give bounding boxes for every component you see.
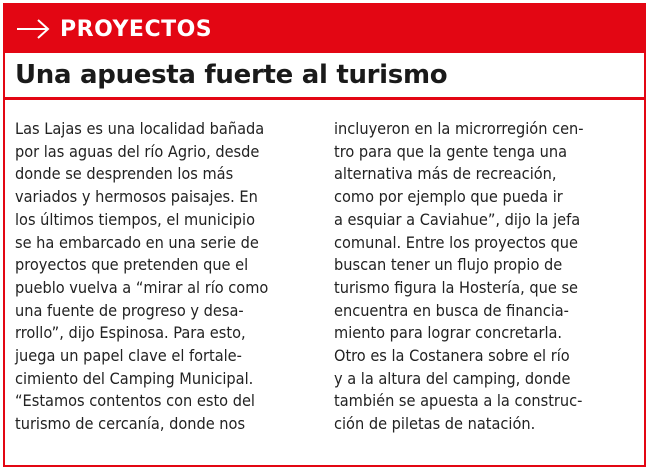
text-line: variados y hermosos paisajes. En [15, 187, 258, 207]
left-column [15, 118, 315, 436]
text-line: turismo figura la Hostería, que se [334, 277, 578, 297]
text-line: rrollo”, dijo Espinosa. Para esto, [15, 323, 246, 343]
text-line: como por ejemplo que pueda ir [334, 187, 563, 207]
text-line: pueblo vuelva a “mirar al río como [15, 277, 269, 297]
text-line: cimiento del Camping Municipal. [15, 368, 254, 388]
text-line: comunal. Entre los proyectos que [334, 232, 578, 252]
text-line: una fuente de progreso y desa- [15, 300, 244, 320]
text-line: y a la altura del camping, donde [334, 368, 571, 388]
text-line: ción de piletas de natación. [334, 414, 536, 434]
text-line: también se apuesta a la construc- [334, 391, 583, 411]
arrow-right-icon [16, 19, 50, 39]
text-line: proyectos que pretenden que el [15, 255, 249, 275]
headline: Una apuesta fuerte al turismo [15, 60, 448, 90]
headline-bar [5, 53, 644, 100]
text-line: incluyeron en la microrregión cen- [334, 119, 584, 138]
text-line: tro para que la gente tenga una [334, 141, 568, 161]
article-box [3, 3, 646, 467]
text-line: encuentra en busca de financia- [334, 300, 569, 320]
text-line: Las Lajas es una localidad bañada [15, 119, 265, 138]
section-label: PROYECTOS [60, 16, 213, 42]
text-line: Otro es la Costanera sobre el río [334, 346, 570, 366]
right-column [334, 118, 639, 436]
text-line: “Estamos contentos con esto del [15, 391, 255, 411]
text-line: turismo de cercanía, donde nos [15, 414, 246, 434]
text-line: alternativa más de recreación, [334, 164, 557, 184]
text-line: miento para lograr concretarla. [334, 323, 563, 343]
text-line: buscan tener un flujo propio de [334, 255, 563, 275]
text-line: donde se desprenden los más [15, 164, 234, 184]
text-line: a esquiar a Caviahue”, dijo la jefa [334, 209, 581, 229]
text-line: los últimos tiempos, el municipio [15, 209, 255, 229]
text-line: juega un papel clave el fortale- [15, 346, 242, 366]
section-header [5, 5, 644, 53]
article-body [5, 100, 644, 465]
text-line: se ha embarcado en una serie de [15, 232, 259, 252]
text-line: por las aguas del río Agrio, desde [15, 141, 260, 161]
